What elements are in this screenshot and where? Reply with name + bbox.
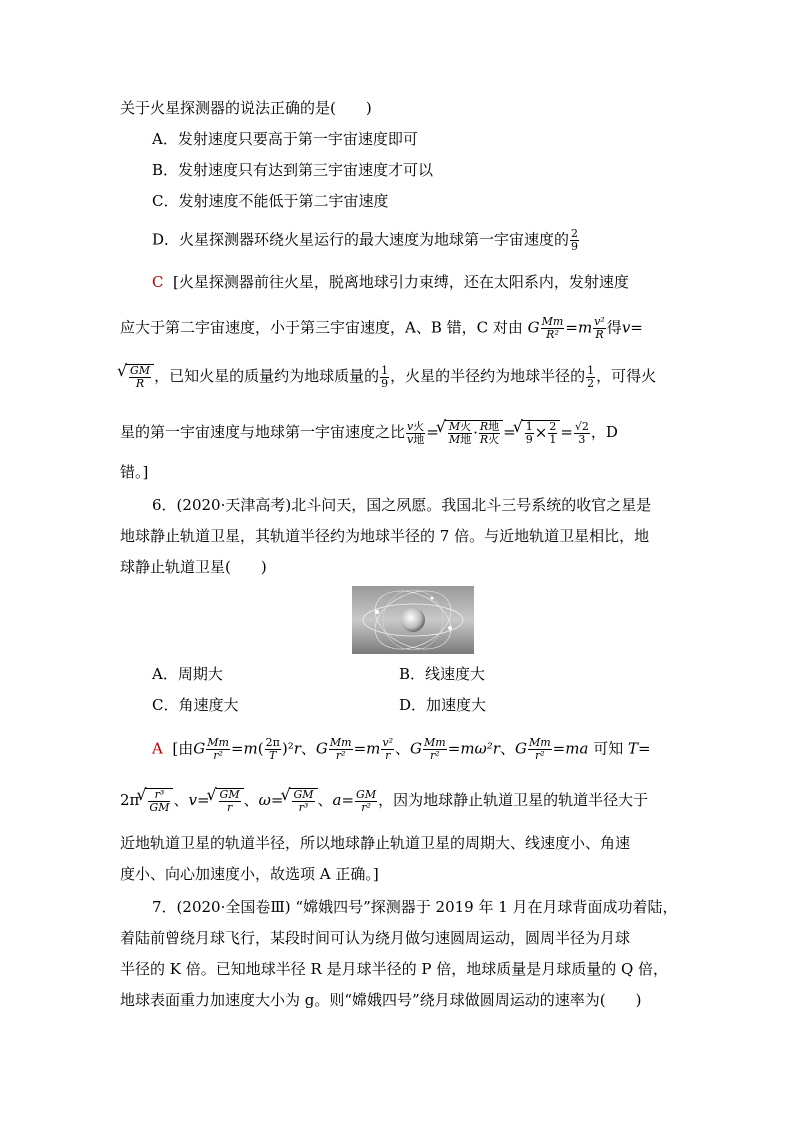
q7-line4: 地球表面重力加速度大小为 g。则“嫦娥四号”绕月球做圆周运动的速率为( ) bbox=[120, 991, 642, 1009]
q7-line3: 半径的 K 倍。已知地球半径 R 是月球半径的 P 倍，地球质量是月球质量的 Q 倍， bbox=[120, 960, 669, 978]
q5-explanation-line2: 应大于第二宇宙速度，小于第三宇宙速度，A、B 错，C 对由 G $\frac{Mm}{\text{R²}}$ =m $\frac{\text{v²}}{R}$ 得v= bbox=[120, 315, 643, 341]
q6-option-c: C．角速度大 bbox=[152, 696, 239, 714]
q6-option-a: A．周期大 bbox=[152, 665, 223, 683]
q6-answer: A bbox=[152, 739, 163, 758]
q6-option-d: D．加速度大 bbox=[399, 696, 487, 714]
q6-line1: 6．(2020·天津高考)北斗问天，国之夙愿。我国北斗三号系统的收官之星是 bbox=[152, 496, 652, 514]
q5-option-d-fraction: $\frac{2}{9}$ bbox=[571, 227, 579, 253]
q5-option-a: A．发射速度只要高于第一宇宙速度即可 bbox=[152, 130, 418, 148]
q6-explanation-line3: 近地轨道卫星的轨道半径，所以地球静止轨道卫星的周期大、线速度小、角速 bbox=[120, 834, 631, 852]
q6-explanation-line1: A [由G $\frac{Mm}{\text{r²}}$ =m( $\frac{2\pi}{T}$ )²r、G $\frac{Mm}{\text{r²}}$ =m $\frac{\text{v²}}{r}$ 、G $\frac{Mm}{\text{r²}}$ =mω²r、G $\frac{Mm}{\text{r²}}$ =ma 可知 T= bbox=[152, 736, 651, 762]
q5-answer: C bbox=[152, 273, 164, 291]
satellite-orbit-image bbox=[352, 586, 474, 654]
q6-explanation-line2: 2π √ $\frac{\text{r³}}{GM}$ 、v= √ $\frac{GM}{r}$ 、ω= √ $\frac{GM}{\text{r³}}$ 、a= $\frac{GM}{\text{r²}}$ ，因为地球静止轨道卫星的轨道半径大于 bbox=[120, 788, 648, 814]
q6-explanation-line4: 度小、向心加速度小，故选项 A 正确。] bbox=[120, 865, 379, 883]
q6-line2: 地球静止轨道卫星，其轨道半径约为地球半径的 7 倍。与近地轨道卫星相比，地 bbox=[120, 527, 650, 545]
q6-line3: 球静止轨道卫星( ) bbox=[120, 558, 267, 576]
q5-option-d-text: D．火星探测器环绕火星运行的最大速度为地球第一宇宙速度的 bbox=[152, 230, 570, 249]
q5-stem-end: 关于火星探测器的说法正确的是( ) bbox=[120, 99, 372, 117]
q6-option-b: B．线速度大 bbox=[399, 665, 486, 683]
orbit-illustration bbox=[352, 586, 474, 654]
q5-explanation-line3: √ $\frac{GM}{R}$ ，已知火星的质量约为地球质量的 $\frac{1}{9}$ ，火星的半径约为地球半径的 $\frac{1}{2}$ ，可得火 bbox=[120, 364, 656, 390]
q5-explanation-line1: C [火星探测器前往火星，脱离地球引力束缚，还在太阳系内，发射速度 bbox=[152, 273, 629, 291]
q5-option-b: B．发射速度只有达到第三宇宙速度才可以 bbox=[152, 161, 434, 179]
q7-line1: 7．(2020·全国卷Ⅲ) “嫦娥四号”探测器于 2019 年 1 月在月球背面成功着陆， bbox=[152, 898, 678, 916]
q7-line2: 着陆前曾绕月球飞行，某段时间可认为绕月做匀速圆周运动，圆周半径为月球 bbox=[120, 929, 631, 947]
q5-explanation-line4: 星的第一宇宙速度与地球第一宇宙速度之比 $\frac{\text{v火}}{\text{v地}}$ = √ $\frac{\text{M火}}{\text{M地}}$ · $\frac{\text{R地}}{\text{R火}}$ = √ $\frac{1}{9}$ × $\frac{2}{1}$ = $\frac{√2}{3}$ ，D bbox=[120, 420, 618, 446]
q5-option-c: C．发射速度不能低于第二宇宙速度 bbox=[152, 192, 389, 210]
q5-option-d bbox=[152, 228, 580, 253]
q5-explanation-line5: 错。] bbox=[120, 463, 149, 481]
